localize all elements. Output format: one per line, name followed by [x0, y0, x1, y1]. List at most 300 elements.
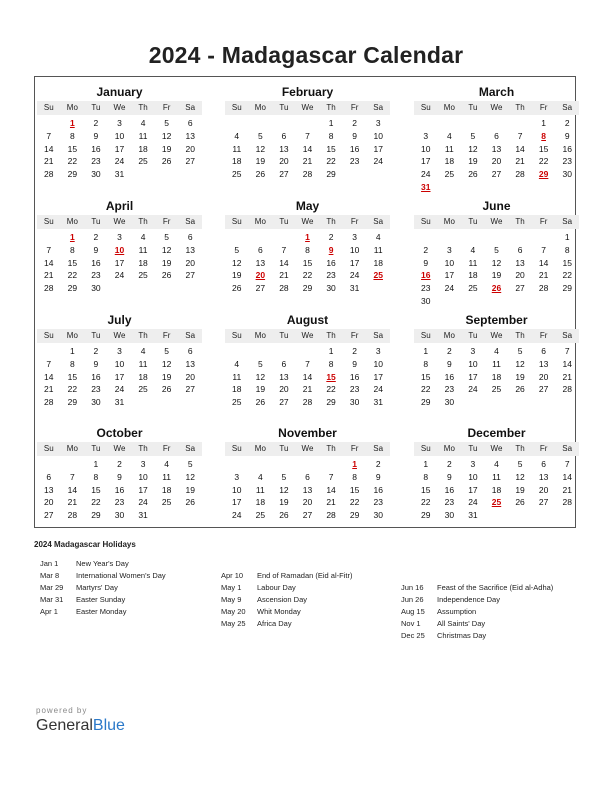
day-cell: 3: [470, 459, 476, 469]
holiday-date: Mar 8: [40, 571, 60, 580]
month-april: [37, 191, 202, 304]
weekday-label: Su: [420, 331, 431, 340]
day-cell: 11: [468, 257, 478, 268]
day-cell: 16: [444, 371, 455, 382]
weekday-label: Th: [326, 444, 336, 453]
holiday-day-cell: 1: [352, 459, 357, 469]
weekday-header: [225, 101, 390, 115]
day-cell: 30: [349, 397, 360, 408]
day-cell: 18: [491, 484, 502, 495]
day-cell: 10: [114, 358, 125, 369]
day-cell: 5: [470, 130, 476, 141]
day-cell: 10: [373, 130, 383, 141]
day-cell: 11: [373, 244, 383, 255]
weekday-label: Mo: [254, 217, 266, 226]
day-cell: 28: [44, 283, 54, 294]
day-cell: 23: [373, 497, 383, 508]
weekday-label: We: [490, 103, 503, 112]
day-cell: 19: [232, 270, 242, 281]
day-cell: 25: [138, 384, 148, 395]
day-cell: 17: [373, 371, 383, 382]
weekday-label: Su: [43, 217, 54, 226]
weekday-label: Mo: [66, 103, 78, 112]
day-cell: 1: [69, 346, 75, 356]
day-cell: 17: [468, 484, 478, 495]
day-cell: 21: [538, 270, 549, 281]
day-cell: 23: [444, 497, 455, 508]
weekday-label: Tu: [279, 103, 289, 112]
day-cell: 3: [470, 346, 476, 356]
holiday-name: Africa Day: [257, 619, 292, 628]
weekday-label: Su: [43, 331, 54, 340]
day-cell: 19: [161, 257, 172, 268]
day-cell: 12: [255, 143, 266, 154]
weekday-label: Sa: [185, 103, 196, 112]
day-cell: 13: [302, 484, 313, 495]
day-cell: 8: [352, 471, 357, 482]
day-cell: 27: [538, 384, 549, 395]
holiday-day-cell: 1: [69, 232, 75, 242]
day-cell: 14: [538, 257, 549, 268]
holiday-name: Assumption: [437, 607, 477, 616]
weekday-header: [225, 215, 390, 229]
day-cell: 3: [446, 244, 452, 255]
day-cell: 18: [491, 371, 502, 382]
weekday-header: [414, 101, 579, 115]
day-cell: 5: [494, 244, 499, 255]
day-cell: 2: [446, 346, 452, 356]
day-cell: 5: [257, 358, 263, 369]
day-cell: 12: [255, 371, 266, 382]
day-cell: 4: [375, 232, 381, 242]
day-cell: 24: [421, 169, 431, 180]
weekday-label: Tu: [279, 444, 289, 453]
day-cell: 17: [114, 371, 125, 382]
weekday-label: Th: [138, 217, 148, 226]
holiday-day-cell: 8: [541, 130, 546, 141]
day-cell: 14: [326, 484, 336, 495]
day-cell: 4: [140, 232, 146, 242]
day-cell: 14: [302, 143, 313, 154]
weekday-header: [225, 329, 390, 343]
day-cell: 22: [349, 497, 360, 508]
day-cell: 23: [91, 156, 101, 167]
day-cell: 11: [138, 130, 148, 141]
day-cell: 10: [114, 130, 125, 141]
month-name: August: [286, 313, 329, 327]
weekday-label: Fr: [539, 331, 548, 340]
day-cell: 21: [67, 497, 78, 508]
day-cell: 1: [423, 459, 429, 469]
day-cell: 21: [279, 270, 289, 281]
day-cell: 2: [328, 232, 334, 242]
day-cell: 4: [494, 459, 499, 469]
day-cell: 28: [302, 169, 313, 180]
weekday-label: We: [301, 217, 314, 226]
day-cell: 17: [114, 257, 125, 268]
weekday-header: [37, 101, 202, 115]
weekday-header: [225, 442, 390, 456]
day-cell: 22: [421, 384, 431, 395]
day-cell: 24: [114, 156, 125, 167]
day-cell: 25: [255, 510, 266, 521]
day-cell: 25: [161, 497, 172, 508]
weekday-label: Tu: [279, 331, 289, 340]
day-cell: 28: [538, 283, 549, 294]
day-cell: 16: [91, 257, 101, 268]
day-cell: 27: [538, 497, 549, 508]
day-cell: 7: [564, 346, 570, 356]
weekday-label: Mo: [66, 444, 78, 453]
day-cell: 30: [91, 397, 101, 408]
day-cell: 27: [185, 156, 195, 167]
day-cell: 5: [164, 346, 169, 356]
weekday-label: Mo: [443, 217, 455, 226]
day-cell: 28: [279, 283, 289, 294]
day-cell: 19: [515, 371, 525, 382]
weekday-label: Sa: [185, 331, 196, 340]
day-cell: 8: [93, 471, 99, 482]
day-cell: 13: [44, 484, 54, 495]
day-cell: 24: [468, 497, 478, 508]
brand-blue-text: Blue: [92, 717, 125, 734]
holiday-date: Dec 25: [401, 631, 425, 640]
day-cell: 6: [46, 471, 52, 482]
day-cell: 19: [279, 497, 289, 508]
weekday-label: Th: [326, 331, 336, 340]
day-cell: 12: [161, 130, 172, 141]
day-cell: 6: [187, 346, 193, 356]
holiday-day-cell: 1: [69, 118, 75, 128]
day-cell: 8: [328, 130, 334, 141]
day-cell: 13: [515, 257, 525, 268]
day-cell: 1: [93, 459, 99, 469]
day-cell: 30: [114, 510, 125, 521]
day-cell: 17: [232, 497, 242, 508]
day-cell: 31: [114, 397, 125, 408]
holiday-day-cell: 29: [538, 169, 549, 180]
day-cell: 19: [468, 156, 478, 167]
day-cell: 9: [446, 471, 452, 482]
month-name: October: [96, 426, 143, 440]
day-cell: 12: [515, 471, 525, 482]
day-cell: 22: [67, 156, 78, 167]
weekday-label: Fr: [350, 217, 359, 226]
month-name: September: [465, 313, 528, 327]
month-march: [414, 77, 579, 190]
month-february: [225, 77, 390, 190]
weekday-label: We: [490, 331, 503, 340]
holiday-name: End of Ramadan (Eid al-Fitr): [257, 571, 353, 580]
day-cell: 9: [352, 358, 357, 369]
day-cell: 20: [302, 497, 313, 508]
day-cell: 30: [444, 510, 455, 521]
day-cell: 28: [44, 169, 54, 180]
day-cell: 10: [138, 471, 148, 482]
weekday-label: Th: [138, 331, 148, 340]
day-cell: 29: [326, 397, 336, 408]
holiday-name: Whit Monday: [257, 607, 301, 616]
weekday-label: Fr: [162, 444, 171, 453]
day-cell: 22: [67, 270, 78, 281]
day-cell: 7: [281, 244, 287, 255]
weekday-label: Sa: [185, 444, 196, 453]
day-cell: 27: [255, 283, 266, 294]
day-cell: 8: [564, 244, 570, 255]
day-cell: 13: [185, 130, 195, 141]
day-cell: 4: [234, 358, 240, 369]
day-cell: 17: [421, 156, 431, 167]
day-cell: 28: [67, 510, 78, 521]
day-cell: 7: [305, 130, 310, 141]
weekday-label: Tu: [91, 217, 101, 226]
day-cell: 6: [541, 459, 546, 469]
month-name: January: [96, 85, 143, 99]
day-cell: 9: [446, 358, 452, 369]
generalblue-logo[interactable]: [36, 717, 125, 735]
day-cell: 19: [161, 143, 172, 154]
day-cell: 4: [470, 244, 476, 255]
holiday-date: Aug 15: [401, 607, 425, 616]
holiday-date: Apr 10: [221, 571, 244, 580]
weekday-label: Fr: [539, 217, 548, 226]
weekday-label: Sa: [373, 217, 384, 226]
day-cell: 3: [375, 346, 381, 356]
day-cell: 6: [257, 244, 263, 255]
holiday-date: Apr 1: [40, 607, 58, 616]
day-cell: 17: [444, 270, 455, 281]
day-cell: 13: [185, 244, 195, 255]
weekday-label: Mo: [443, 331, 455, 340]
holiday-date: May 25: [221, 619, 246, 628]
day-cell: 23: [444, 384, 455, 395]
day-cell: 26: [468, 169, 478, 180]
weekday-label: Mo: [443, 444, 455, 453]
day-cell: 26: [255, 169, 266, 180]
day-cell: 22: [91, 497, 101, 508]
weekday-label: Su: [43, 103, 54, 112]
day-cell: 19: [491, 270, 502, 281]
day-cell: 30: [373, 510, 383, 521]
day-cell: 28: [326, 510, 336, 521]
holiday-day-cell: 16: [421, 270, 431, 281]
day-cell: 24: [138, 497, 148, 508]
day-cell: 29: [421, 510, 431, 521]
day-cell: 24: [114, 384, 125, 395]
day-cell: 30: [421, 296, 431, 306]
day-cell: 7: [46, 244, 52, 255]
day-cell: 28: [302, 397, 313, 408]
day-cell: 26: [161, 384, 172, 395]
page-title: 2024 - Madagascar Calendar: [148, 42, 464, 68]
day-cell: 12: [468, 143, 478, 154]
day-cell: 3: [234, 471, 240, 482]
day-cell: 11: [492, 471, 501, 482]
weekday-label: Tu: [468, 331, 478, 340]
day-cell: 5: [234, 244, 240, 255]
day-cell: 9: [375, 471, 381, 482]
day-cell: 12: [279, 484, 289, 495]
day-cell: 2: [93, 118, 99, 128]
weekday-label: We: [490, 217, 503, 226]
day-cell: 4: [140, 118, 146, 128]
day-cell: 13: [538, 471, 549, 482]
day-cell: 1: [541, 118, 546, 128]
day-cell: 26: [255, 397, 266, 408]
day-cell: 2: [446, 459, 452, 469]
day-cell: 8: [423, 471, 429, 482]
weekday-label: Tu: [91, 103, 101, 112]
weekday-label: Th: [515, 103, 525, 112]
day-cell: 27: [185, 384, 195, 395]
day-cell: 27: [302, 510, 313, 521]
day-cell: 13: [255, 257, 266, 268]
day-cell: 16: [444, 484, 455, 495]
day-cell: 25: [491, 384, 502, 395]
day-cell: 13: [491, 143, 502, 154]
day-cell: 1: [564, 232, 570, 242]
day-cell: 22: [326, 384, 336, 395]
day-cell: 29: [349, 510, 360, 521]
month-name: April: [105, 199, 134, 213]
holiday-day-cell: 31: [421, 182, 431, 192]
weekday-label: Su: [420, 217, 431, 226]
day-cell: 24: [444, 283, 455, 294]
day-cell: 29: [67, 169, 78, 180]
day-cell: 15: [67, 371, 78, 382]
day-cell: 24: [373, 156, 383, 167]
weekday-header: [414, 442, 579, 456]
day-cell: 18: [138, 371, 148, 382]
day-cell: 26: [279, 510, 289, 521]
holiday-name: Easter Monday: [76, 607, 127, 616]
day-cell: 21: [562, 371, 572, 382]
day-cell: 11: [232, 371, 242, 382]
holiday-day-cell: 25: [373, 270, 383, 281]
day-cell: 7: [46, 130, 52, 141]
day-cell: 5: [281, 471, 287, 482]
day-cell: 13: [279, 371, 289, 382]
day-cell: 2: [352, 118, 357, 128]
month-september: [414, 305, 579, 418]
day-cell: 6: [541, 346, 546, 356]
day-cell: 27: [491, 169, 502, 180]
day-cell: 3: [140, 459, 146, 469]
day-cell: 8: [69, 244, 75, 255]
day-cell: 27: [185, 270, 195, 281]
calendar-grid: [34, 76, 576, 528]
day-cell: 8: [328, 358, 334, 369]
day-cell: 22: [67, 384, 78, 395]
day-cell: 20: [538, 371, 549, 382]
weekday-label: Mo: [254, 331, 266, 340]
day-cell: 8: [305, 244, 310, 255]
day-cell: 18: [138, 257, 148, 268]
weekday-label: Su: [231, 217, 242, 226]
day-cell: 25: [468, 283, 478, 294]
day-cell: 20: [185, 371, 195, 382]
day-cell: 8: [423, 358, 429, 369]
weekday-label: Tu: [279, 217, 289, 226]
day-cell: 24: [349, 270, 360, 281]
day-cell: 7: [305, 358, 310, 369]
holiday-name: Feast of the Sacrifice (Eid al-Adha): [437, 583, 554, 592]
weekday-label: Su: [231, 444, 242, 453]
brand-general-text: General: [36, 717, 93, 734]
holiday-date: Jan 1: [40, 559, 59, 568]
holiday-date: Jun 16: [401, 583, 424, 592]
month-name: March: [478, 85, 515, 99]
day-cell: 15: [67, 257, 78, 268]
day-cell: 21: [515, 156, 525, 167]
day-cell: 17: [138, 484, 148, 495]
day-cell: 31: [114, 169, 125, 180]
weekday-label: Sa: [562, 103, 573, 112]
day-cell: 15: [421, 371, 431, 382]
day-cell: 10: [232, 484, 242, 495]
holiday-day-cell: 25: [491, 497, 502, 508]
weekday-label: Fr: [539, 103, 548, 112]
day-cell: 3: [117, 346, 122, 356]
month-name: February: [281, 85, 334, 99]
day-cell: 21: [302, 384, 313, 395]
day-cell: 23: [114, 497, 125, 508]
holiday-date: Nov 1: [401, 619, 421, 628]
holiday-date: Jun 26: [401, 595, 424, 604]
day-cell: 7: [517, 130, 523, 141]
weekday-label: We: [113, 217, 126, 226]
day-cell: 10: [373, 358, 383, 369]
day-cell: 11: [444, 143, 454, 154]
day-cell: 16: [349, 371, 360, 382]
day-cell: 21: [44, 270, 54, 281]
day-cell: 6: [305, 471, 310, 482]
day-cell: 29: [562, 283, 572, 294]
day-cell: 22: [326, 156, 336, 167]
weekday-label: Th: [326, 217, 336, 226]
day-cell: 28: [562, 384, 572, 395]
day-cell: 17: [468, 371, 478, 382]
day-cell: 17: [114, 143, 125, 154]
weekday-label: We: [113, 103, 126, 112]
day-cell: 5: [257, 130, 263, 141]
weekday-label: We: [490, 444, 503, 453]
day-cell: 28: [515, 169, 525, 180]
weekday-label: Mo: [66, 331, 78, 340]
day-cell: 26: [515, 384, 525, 395]
weekday-label: Tu: [468, 444, 478, 453]
day-cell: 27: [279, 169, 289, 180]
month-name: November: [278, 426, 337, 440]
day-cell: 18: [468, 270, 478, 281]
weekday-header: [414, 215, 579, 229]
day-cell: 4: [164, 459, 169, 469]
day-cell: 27: [279, 397, 289, 408]
day-cell: 18: [444, 156, 455, 167]
day-cell: 29: [91, 510, 101, 521]
day-cell: 16: [562, 143, 572, 154]
day-cell: 12: [491, 257, 502, 268]
day-cell: 14: [562, 471, 572, 482]
holiday-day-cell: 20: [255, 270, 266, 281]
weekday-label: Sa: [373, 103, 384, 112]
weekday-label: Sa: [562, 217, 573, 226]
holiday-day-cell: 9: [328, 244, 334, 255]
day-cell: 20: [279, 384, 289, 395]
day-cell: 4: [140, 346, 146, 356]
weekday-label: Th: [138, 103, 148, 112]
powered-by-label: powered by: [36, 706, 88, 715]
